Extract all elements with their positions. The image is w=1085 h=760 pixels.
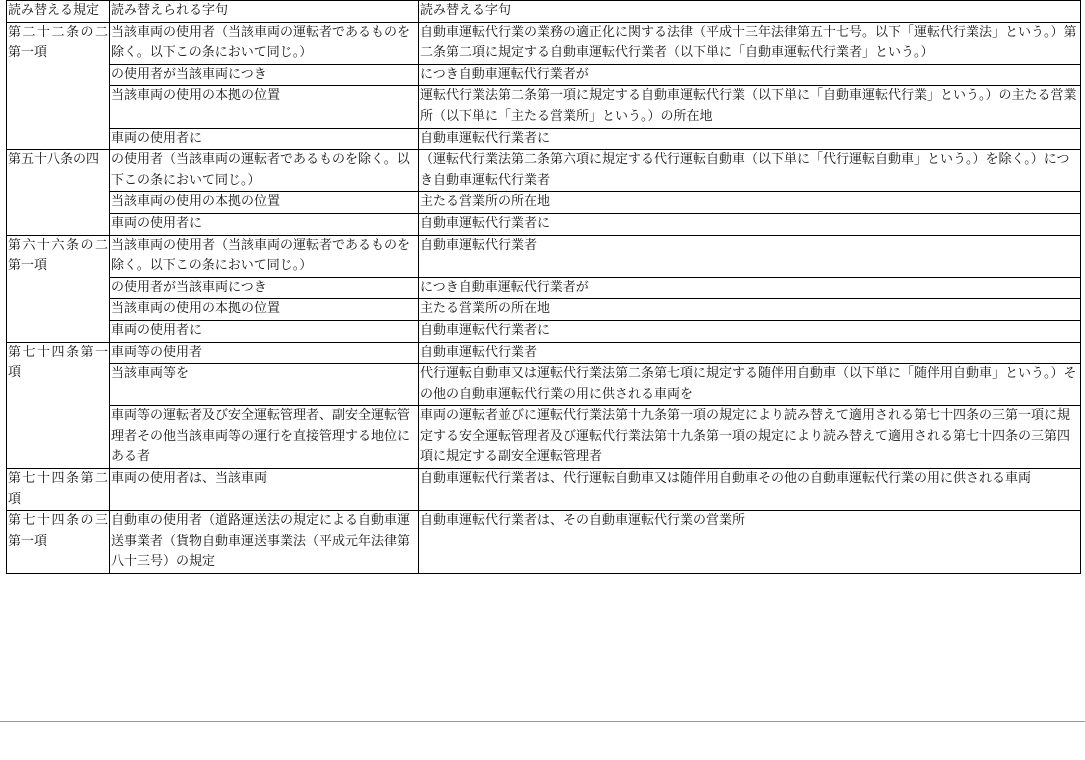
replacement-phrase-cell: 主たる営業所の所在地 (419, 299, 1081, 321)
replaced-phrase-cell: 車両の使用者は、当該車両 (110, 469, 419, 511)
table-row (7, 86, 1081, 128)
table-row (7, 150, 1081, 192)
replaced-phrase-cell: 車両の使用者に (110, 320, 419, 342)
replacement-phrase-cell: 自動車運転代行業者 (419, 342, 1081, 364)
replaced-phrase-cell: 当該車両の使用者（当該車両の運転者であるものを除く。以下この条において同じ。） (110, 22, 419, 64)
table-row (7, 320, 1081, 342)
replacement-phrase-cell: 自動車運転代行業者は、代行運転自動車又は随伴用自動車その他の自動車運転代行業の用に供される車両 (419, 469, 1081, 511)
table-row (7, 299, 1081, 321)
provision-cell: 第六十六条の二第一項 (7, 235, 110, 342)
document-page (6, 0, 1080, 574)
replacement-phrase-cell: につき自動車運転代行業者が (419, 277, 1081, 299)
table-row (7, 192, 1081, 214)
replaced-phrase-cell: 当該車両の使用の本拠の位置 (110, 86, 419, 128)
provision-cell: 第二十二条の二第一項 (7, 22, 110, 150)
replacement-phrase-cell: 代行運転自動車又は運転代行業法第二条第七項に規定する随伴用自動車（以下単に「随伴用自動車」という。）その他の自動車運転代行業の用に供される車両を (419, 364, 1081, 406)
header-provision: 読み替える規定 (7, 1, 110, 23)
replaced-phrase-cell: の使用者が当該車両につき (110, 277, 419, 299)
provision-cell: 第七十四条第一項 (7, 342, 110, 469)
replaced-phrase-cell: の使用者（当該車両の運転者であるものを除く。以下この条において同じ。） (110, 150, 419, 192)
replacement-phrase-cell: 自動車運転代行業者に (419, 128, 1081, 150)
provision-cell: 第五十八条の四 (7, 150, 110, 235)
replacement-table (6, 0, 1081, 574)
replacement-phrase-cell: 自動車運転代行業者 (419, 235, 1081, 277)
table-row (7, 64, 1081, 86)
page-divider (0, 721, 1085, 722)
replacement-phrase-cell: 自動車運転代行業者に (419, 213, 1081, 235)
provision-cell: 第七十四条第二項 (7, 469, 110, 511)
replacement-phrase-cell: 車両の運転者並びに運転代行業法第十九条第一項の規定により読み替えて適用される第七十四条の三第一項に規定する安全運転管理者及び運転代行業法第十九条第一項の規定により読み替えて適用される第七十四条の三第四項に規定する副安全運転管理者 (419, 406, 1081, 469)
replaced-phrase-cell: 当該車両等を (110, 364, 419, 406)
header-replacement-phrase: 読み替える字句 (419, 1, 1081, 23)
replacement-phrase-cell: 自動車運転代行業の業務の適正化に関する法律（平成十三年法律第五十七号。以下「運転代行業法」という。）第二条第二項に規定する自動車運転代行業者（以下単に「自動車運転代行業者」という。） (419, 22, 1081, 64)
replaced-phrase-cell: 自動車の使用者（道路運送法の規定による自動車運送事業者（貨物自動車運送事業法（平成元年法律第八十三号）の規定 (110, 511, 419, 574)
replacement-phrase-cell: 自動車運転代行業者は、その自動車運転代行業の営業所 (419, 511, 1081, 574)
header-replaced-phrase: 読み替えられる字句 (110, 1, 419, 23)
replaced-phrase-cell: 車両等の運転者及び安全運転管理者、副安全運転管理者その他当該車両等の運行を直接管理する地位にある者 (110, 406, 419, 469)
table-row (7, 277, 1081, 299)
replaced-phrase-cell: 当該車両の使用の本拠の位置 (110, 192, 419, 214)
replacement-phrase-cell: 運転代行業法第二条第一項に規定する自動車運転代行業（以下単に「自動車運転代行業」という。）の主たる営業所（以下単に「主たる営業所」という。）の所在地 (419, 86, 1081, 128)
replaced-phrase-cell: 当該車両の使用の本拠の位置 (110, 299, 419, 321)
table-row (7, 364, 1081, 406)
replacement-phrase-cell: 自動車運転代行業者に (419, 320, 1081, 342)
table-row (7, 342, 1081, 364)
replaced-phrase-cell: 車両の使用者に (110, 128, 419, 150)
replaced-phrase-cell: 当該車両の使用者（当該車両の運転者であるものを除く。以下この条において同じ。） (110, 235, 419, 277)
replacement-phrase-cell: につき自動車運転代行業者が (419, 64, 1081, 86)
table-header-row (7, 1, 1081, 23)
provision-cell: 第七十四条の三第一項 (7, 511, 110, 574)
table-row (7, 213, 1081, 235)
replacement-phrase-cell: （運転代行業法第二条第六項に規定する代行運転自動車（以下単に「代行運転自動車」という。）を除く。）につき自動車運転代行業者 (419, 150, 1081, 192)
table-row (7, 128, 1081, 150)
table-row (7, 22, 1081, 64)
replaced-phrase-cell: の使用者が当該車両につき (110, 64, 419, 86)
replaced-phrase-cell: 車両等の使用者 (110, 342, 419, 364)
table-row (7, 511, 1081, 574)
replacement-phrase-cell: 主たる営業所の所在地 (419, 192, 1081, 214)
table-row (7, 235, 1081, 277)
table-row (7, 406, 1081, 469)
table-row (7, 469, 1081, 511)
replaced-phrase-cell: 車両の使用者に (110, 213, 419, 235)
